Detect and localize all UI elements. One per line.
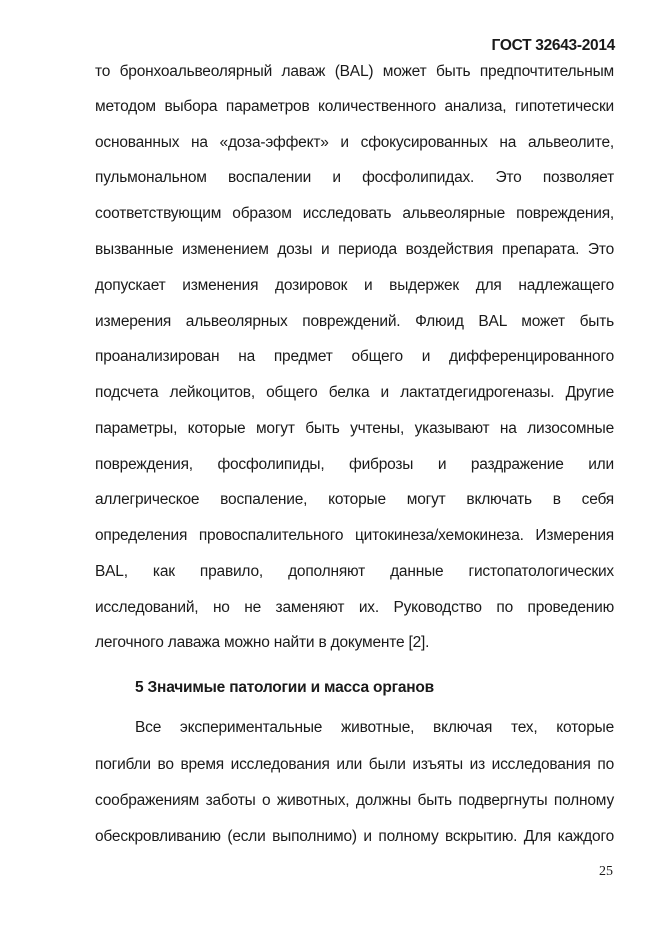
text-line: соответствующим образом исследовать альвеолярные повреждения, xyxy=(95,205,614,222)
text-line: аллегрическое воспаление, которые могут включать в себя xyxy=(95,491,614,508)
text-line: легочного лаважа можно найти в документе [2]. xyxy=(95,634,430,651)
text-line: методом выбора параметров количественного анализа, гипотетически xyxy=(95,98,614,115)
text-line: Все экспериментальные животные, включая тех, которые xyxy=(135,719,614,736)
text-line: погибли во время исследования или были изъяты из исследования по xyxy=(95,756,614,773)
text-line: параметры, которые могут быть учтены, указывают на лизосомные xyxy=(95,420,614,437)
section-heading: 5 Значимые патологии и масса органов xyxy=(135,679,435,696)
document-number-header: ГОСТ 32643-2014 xyxy=(491,37,615,54)
text-line: подсчета лейкоцитов, общего белка и лактатдегидрогеназы. Другие xyxy=(95,384,614,401)
page-number: 25 xyxy=(599,864,613,879)
text-line: допускает изменения дозировок и выдержек для надлежащего xyxy=(95,277,614,294)
text-line: соображениям заботы о животных, должны быть подвергнуты полному xyxy=(95,792,614,809)
text-line: то бронхоальвеолярный лаваж (BAL) может быть предпочтительным xyxy=(95,63,614,80)
text-line: измерения альвеолярных повреждений. Флюид BAL может быть xyxy=(95,313,614,330)
text-line: основанных на «доза-эффект» и сфокусированных на альвеолите, xyxy=(95,134,614,151)
text-line: вызванные изменением дозы и периода воздействия препарата. Это xyxy=(95,241,614,258)
text-line: исследований, но не заменяют их. Руководство по проведению xyxy=(95,599,614,616)
text-line: определения провоспалительного цитокинеза/хемокинеза. Измерения xyxy=(95,527,614,544)
text-line: обескровливанию (если выполнимо) и полному вскрытию. Для каждого xyxy=(95,828,614,845)
text-line: пульмональном воспалении и фосфолипидах. Это позволяет xyxy=(95,169,614,186)
text-line: BAL, как правило, дополняют данные гистопатологических xyxy=(95,563,614,580)
text-line: повреждения, фосфолипиды, фиброзы и раздражение или xyxy=(95,456,614,473)
text-line: проанализирован на предмет общего и дифференцированного xyxy=(95,348,614,365)
